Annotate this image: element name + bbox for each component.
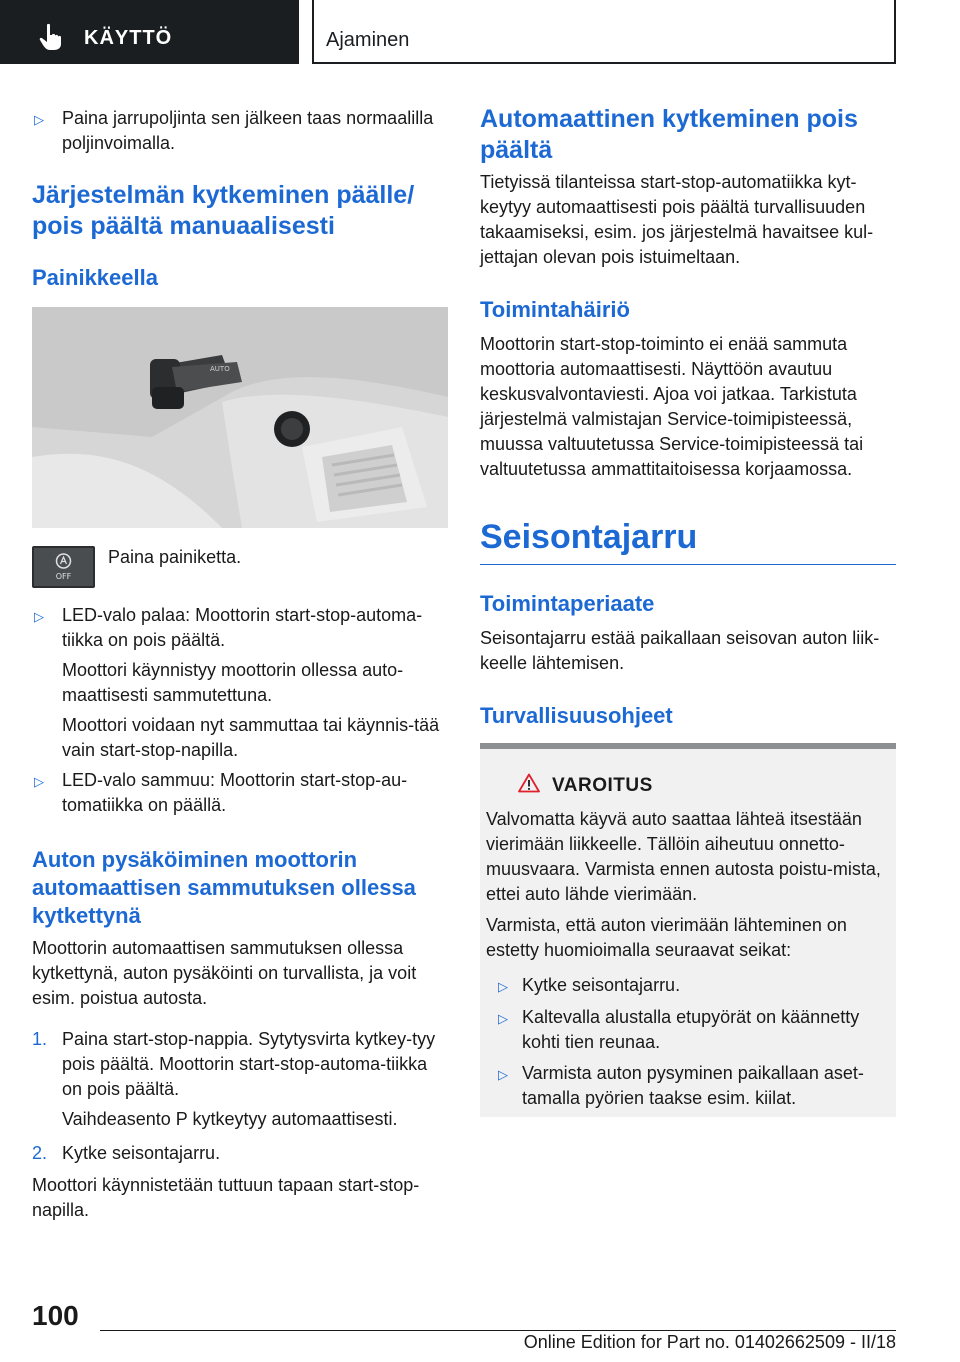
hand-pointer-icon [38,23,64,51]
bullet-led-on-p2: Moottori käynnistyy moottorin ollessa auto-maattisesti sammutettuna. [62,660,404,705]
section-title: Ajaminen [326,29,410,51]
heading-parking-brake: Seisontajarru [480,518,698,556]
heading-auto-off: Automaattinen kytkeminen pois päältä [480,105,858,164]
stalk-button-photo [32,307,448,528]
auto-start-stop-button-icon [32,546,95,588]
triangle-bullet-icon: ▷ [34,774,44,789]
step-number: 1. [32,1029,48,1049]
triangle-bullet-icon: ▷ [34,609,44,624]
warning-item: Kytke seisontajarru. [522,975,681,995]
warning-item: Kaltevalla alustalla etupyörät on käännetty kohti tien reunaa. [522,1007,860,1052]
heading-safety: Turvallisuusohjeet [480,703,673,728]
warning-item: Varmista auton pysyminen paikallaan aset-tamalla pyörien taakse esim. kiilat. [522,1063,864,1108]
warning-p1: Valvomatta käyvä auto saattaa lähteä itsestään vierimään liikkeelle. Tällöin aiheutuu onnetto-muusvaara. Varmista ennen autosta poistu-mista, ettei auto lähde vierimään. [486,809,881,904]
bullet-led-on-p3: Moottori voidaan nyt sammuttaa tai käynnis-tää vain start-stop-napilla. [62,715,440,760]
parking-text: Moottorin automaattisen sammutuksen ollessa kytkettynä, auton pysäköinti on turvallista, ja voit esim. poistua autosta. [32,938,417,1008]
warning-box [480,743,896,1117]
triangle-bullet-icon: ▷ [498,1011,508,1026]
heading-rule [480,564,896,565]
heading-manual: Järjestelmän kytkeminen päälle/ pois päältä manuaalisesti [32,181,415,240]
heading-button: Painikkeella [32,265,158,290]
bullet-led-off: LED-valo sammuu: Moottorin start-stop-au-tomatiikka on päällä. [62,770,408,815]
warning-p2: Varmista, että auton vierimään lähteminen on estetty huomioimalla seuraavat seikat: [486,915,847,960]
footer-rule [100,1330,896,1331]
heading-fault: Toimintahäiriö [480,297,630,322]
fault-text: Moottorin start-stop-toiminto ei enää sammuta moottoria automaattisesti. Näyttöön avautuu keskusvalvontaviesti. Ajoa voi jatkaa. Tarkistuta järjestelmä valmistajan Service-toimipisteessä, muussa valtuutetussa Service-toimipisteessä tai valtuutetussa ammattitaitoisessa korjaamossa. [480,334,864,479]
page-number: 100 [32,1300,79,1331]
bullet-led-on: LED-valo palaa: Moottorin start-stop-automa-tiikka on pois päältä. [62,605,423,650]
step-1-p2: Vaihdeasento P kytkeytyy automaattisesti. [62,1109,398,1129]
warning-triangle-icon [518,773,540,793]
principle-text: Seisontajarru estää paikallaan seisovan auton liik-keelle lähtemisen. [480,628,880,673]
step-1: Paina start-stop-nappia. Sytytysvirta kytkey-tyy pois päältä. Moottorin start-stop-automa-tiikka on pois päältä. [62,1029,436,1099]
button-icon-label: OFF [55,572,72,581]
section-header [312,0,896,64]
intro-bullet: Paina jarrupoljinta sen jälkeen taas normaalilla poljinvoimalla. [62,108,434,153]
warning-title: VAROITUS [552,775,653,796]
triangle-bullet-icon: ▷ [34,112,44,127]
dashboard-illustration [32,307,448,528]
photo-auto-label: AUTO [210,365,230,373]
auto-off-text: Tietyissä tilanteissa start-stop-automatiikka kyt-keytyy automaattisesti pois päältä turvallisuuden takaamiseksi, esim. jos järjestelmä havaitsee kul-jettajan olevan pois istuimeltaan. [480,172,874,267]
triangle-bullet-icon: ▷ [498,1067,508,1082]
heading-parking: Auton pysäköiminen moottorin automaattisen sammutuksen ollessa kytkettynä [32,847,416,928]
edition-text: Online Edition for Part no. 01402662509 - II/18 [523,1332,896,1352]
chapter-tab-label: KÄYTTÖ [84,27,173,49]
step-number: 2. [32,1143,48,1163]
chapter-tab [0,0,299,64]
triangle-bullet-icon: ▷ [498,979,508,994]
heading-principle: Toimintaperiaate [480,591,655,616]
press-instruction: Paina painiketta. [108,547,242,567]
restart-text: Moottori käynnistetään tuttuun tapaan start-stop-napilla. [32,1175,420,1220]
step-2: Kytke seisontajarru. [62,1143,221,1163]
